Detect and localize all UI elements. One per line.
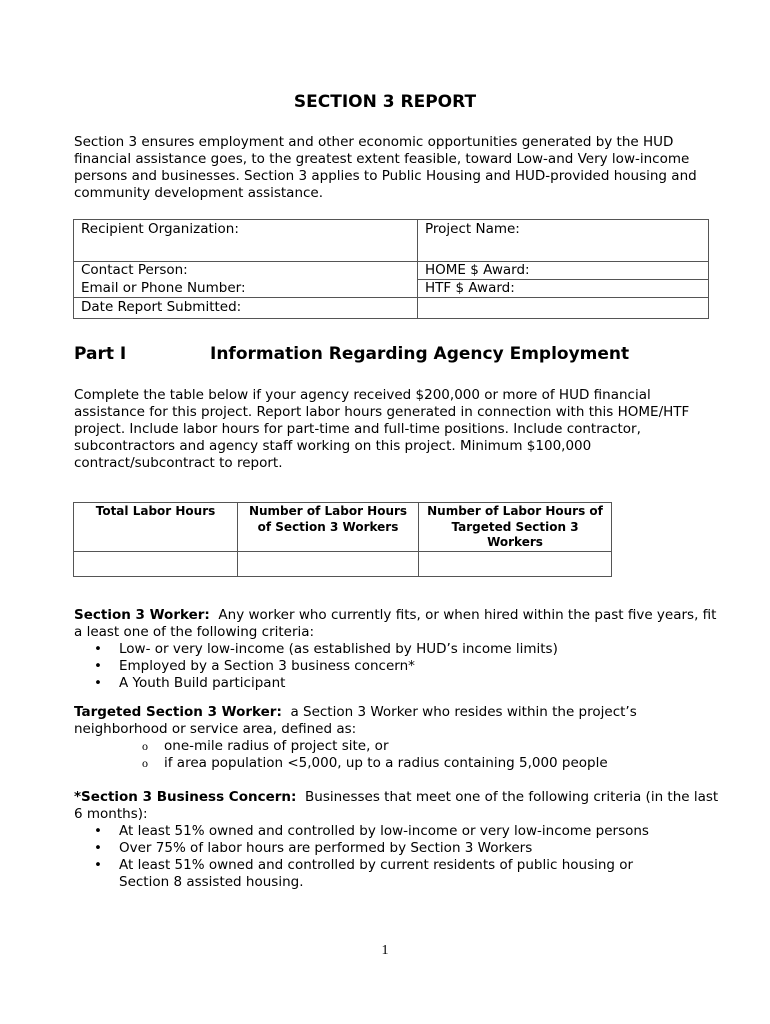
table-row <box>74 262 709 280</box>
list-item: • Over 75% of labor hours are performed by Section 3 Workers <box>94 840 533 856</box>
section3-labor-hours-input[interactable] <box>238 551 419 576</box>
section3-worker-criteria <box>74 641 724 692</box>
section3-labor-hours-header: Number of Labor Hours of Section 3 Workers <box>238 503 419 552</box>
targeted-worker-criteria <box>74 738 724 772</box>
total-labor-hours-input[interactable] <box>74 551 238 576</box>
home-award-field[interactable]: HOME $ Award: <box>418 262 709 280</box>
list-item: • Low- or very low-income (as established by HUD’s income limits) <box>94 641 558 657</box>
targeted-worker-text: a Section 3 Worker who resides within the project’s neighborhood or service area, defined as: <box>74 704 637 737</box>
bullet-icon: • <box>94 857 102 873</box>
page-title: SECTION 3 REPORT <box>293 92 477 112</box>
section3-worker-text: Any worker who currently fits, or when hired within the past five years, fit a least one of the following criteria: <box>74 607 717 640</box>
targeted-worker-definition <box>74 704 724 772</box>
targeted-labor-hours-input[interactable] <box>419 551 612 576</box>
list-item: • At least 51% owned and controlled by current residents of public housing or Section 8 assisted housing. <box>94 857 634 890</box>
email-phone-field[interactable]: Email or Phone Number: <box>74 280 418 298</box>
part-instructions: Complete the table below if your agency received $200,000 or more of HUD financial assistance for this project. Report labor hours generated in connection with this HOME/HTF project. Include labor hours for part-time and full-time positions. Include contractor, subcontractors and agency staff working on this project. Minimum $100,000 contract/subcontract to report. <box>74 387 690 471</box>
list-item: • At least 51% owned and controlled by low-income or very low-income persons <box>94 823 649 839</box>
recipient-info-table <box>73 219 709 319</box>
bullet-icon: • <box>94 823 102 839</box>
business-concern-criteria <box>74 823 674 891</box>
date-submitted-value[interactable] <box>418 298 709 319</box>
recipient-organization-field[interactable]: Recipient Organization: <box>74 220 418 262</box>
htf-award-field[interactable]: HTF $ Award: <box>418 280 709 298</box>
contact-person-field[interactable]: Contact Person: <box>74 262 418 280</box>
table-header-row <box>74 503 612 552</box>
bullet-icon: • <box>94 675 102 691</box>
circle-bullet-icon: o <box>142 756 148 770</box>
part-heading: Information Regarding Agency Employment <box>210 344 630 364</box>
circle-bullet-icon: o <box>142 739 148 753</box>
table-row <box>74 280 709 298</box>
bullet-icon: • <box>94 840 102 856</box>
project-name-field[interactable]: Project Name: <box>418 220 709 262</box>
bullet-icon: • <box>94 641 102 657</box>
list-item: o if area population <5,000, up to a radius containing 5,000 people <box>142 755 608 771</box>
section3-worker-term: Section 3 Worker: <box>74 607 210 623</box>
business-concern-text: Businesses that meet one of the following criteria (in the last 6 months): <box>74 789 719 822</box>
list-item: o one-mile radius of project site, or <box>142 738 389 754</box>
targeted-labor-hours-header: Number of Labor Hours of Targeted Section 3 Workers <box>419 503 612 552</box>
list-item: • A Youth Build participant <box>94 675 286 691</box>
list-item: • Employed by a Section 3 business concern* <box>94 658 415 674</box>
part-label: Part I <box>74 344 127 364</box>
bullet-icon: • <box>94 658 102 674</box>
business-concern-term: *Section 3 Business Concern: <box>74 789 297 805</box>
date-submitted-field[interactable]: Date Report Submitted: <box>74 298 418 319</box>
total-labor-hours-header: Total Labor Hours <box>74 503 238 552</box>
page-number: 1 <box>381 943 389 958</box>
intro-paragraph: Section 3 ensures employment and other economic opportunities generated by the HUD financial assistance goes, to the greatest extent feasible, toward Low-and Very low-income persons and businesses. Section 3 applies to Public Housing and HUD-provided housing and community development assistance. <box>74 134 697 201</box>
targeted-worker-term: Targeted Section 3 Worker: <box>74 704 282 720</box>
business-concern-definition <box>74 789 724 891</box>
table-row <box>74 551 612 576</box>
labor-hours-table <box>73 502 612 577</box>
table-row <box>74 220 709 262</box>
section3-worker-definition <box>74 607 724 692</box>
table-row <box>74 298 709 319</box>
